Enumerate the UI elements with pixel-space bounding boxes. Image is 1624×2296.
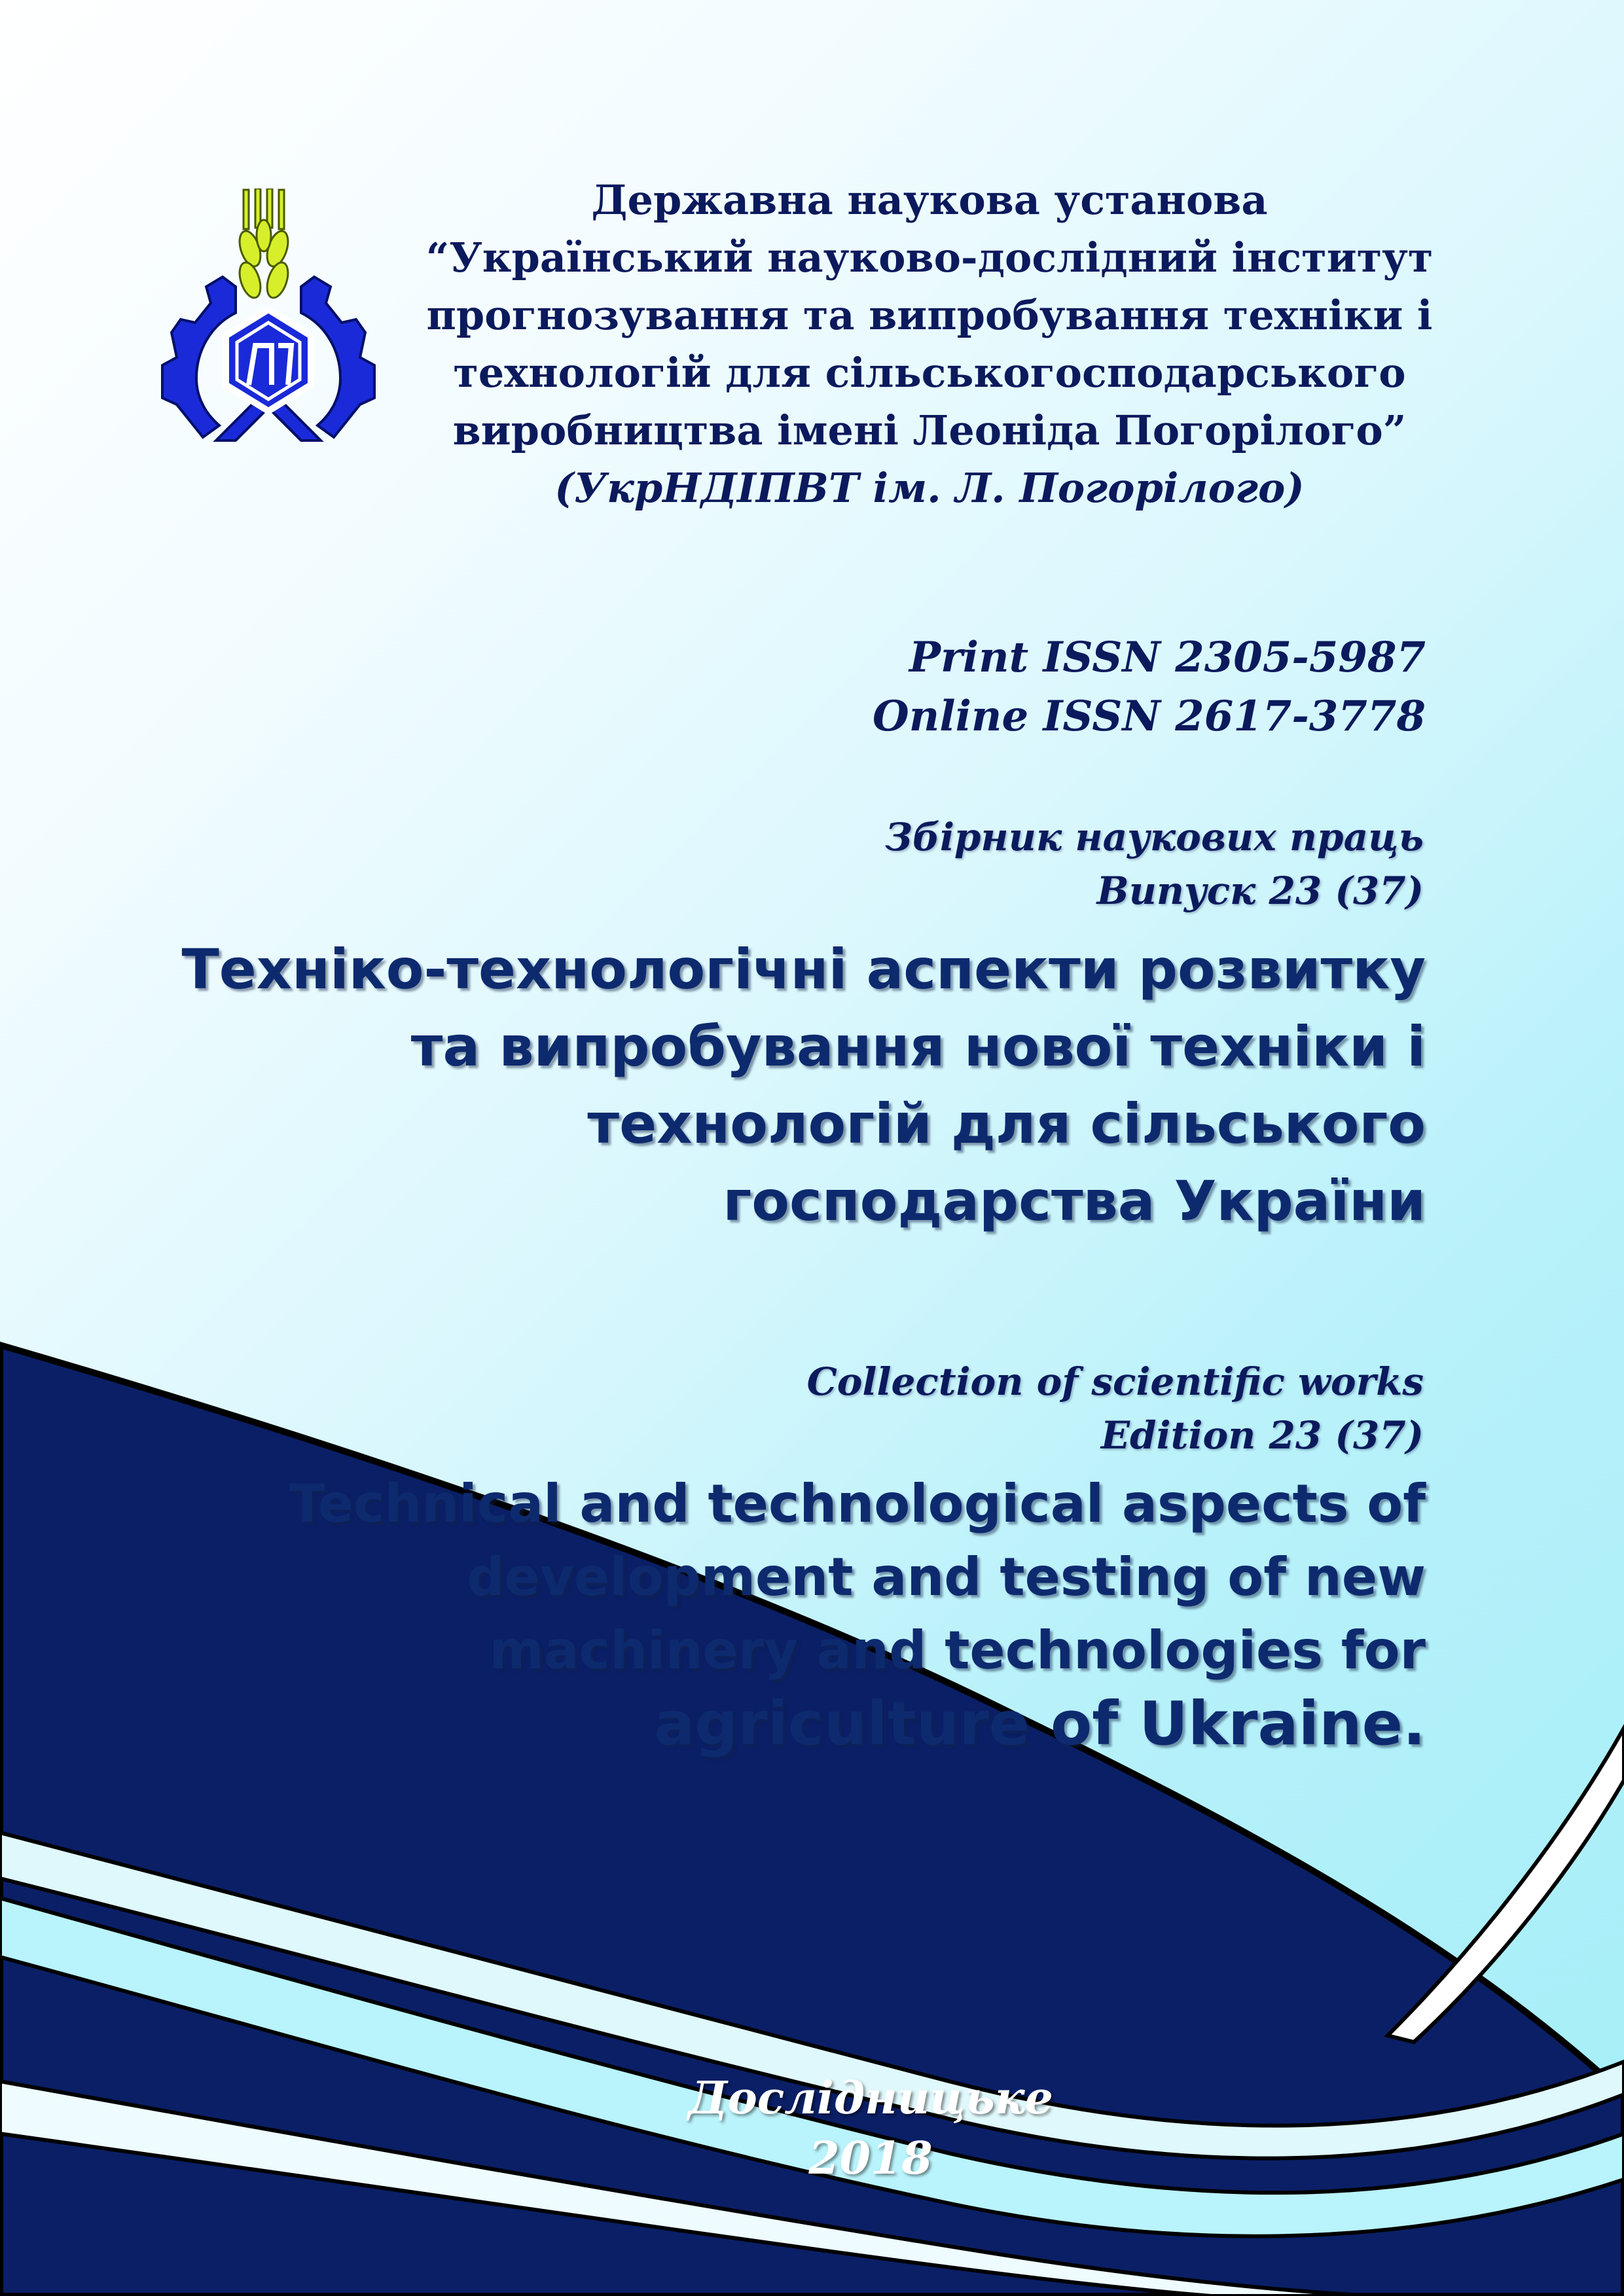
ua-title-line: Техніко-технологічні аспекти розвитку [181,937,1426,1001]
print-issn: Print ISSN 2305-5987 [909,633,1426,682]
ua-edition-label: Випуск 23 (37) [1096,869,1424,913]
en-title-line: Technical and technological aspects of [289,1473,1426,1534]
en-title-line: machinery and technologies for [489,1620,1426,1681]
ua-title [51,931,1426,1240]
institution-line: прогнозування та випробування техніки і [426,291,1433,339]
ua-collection-label: Збірник наукових праць [885,815,1424,859]
issn-block [873,628,1426,746]
en-edition-label: Edition 23 (37) [1100,1413,1424,1458]
publication-place: Дослідницьке [688,2072,1053,2125]
institution-abbreviation: (УкрНДІПВТ ім. Л. Погорілого) [554,464,1305,512]
institution-block [393,171,1466,517]
en-title [182,1467,1426,1761]
en-collection-block [807,1355,1424,1462]
ua-title-line: технологій для сільського [587,1092,1426,1156]
institution-line: “Український науково-дослідний інститут [425,234,1434,281]
ua-title-line: та випробування нової техніки і [410,1014,1426,1079]
en-title-line: agriculture of Ukraine. [654,1689,1426,1759]
online-issn: Online ISSN 2617-3778 [873,692,1426,741]
wheat-icon [236,188,292,300]
en-collection-label: Collection of scientific works [806,1359,1424,1404]
publication-year: 2018 [808,2132,933,2185]
ua-collection-block [885,810,1424,918]
ua-title-line: господарства України [723,1169,1426,1233]
institution-line: виробництва імені Леоніда Погорілого” [452,406,1407,454]
institution-line: технологій для сільськогосподарського [453,349,1406,397]
en-title-line: development and testing of new [467,1547,1426,1607]
monogram-emblem [226,310,311,411]
institution-line: Державна наукова установа [591,176,1268,224]
institute-logo [157,188,380,450]
publication-place-year [615,2068,1126,2189]
